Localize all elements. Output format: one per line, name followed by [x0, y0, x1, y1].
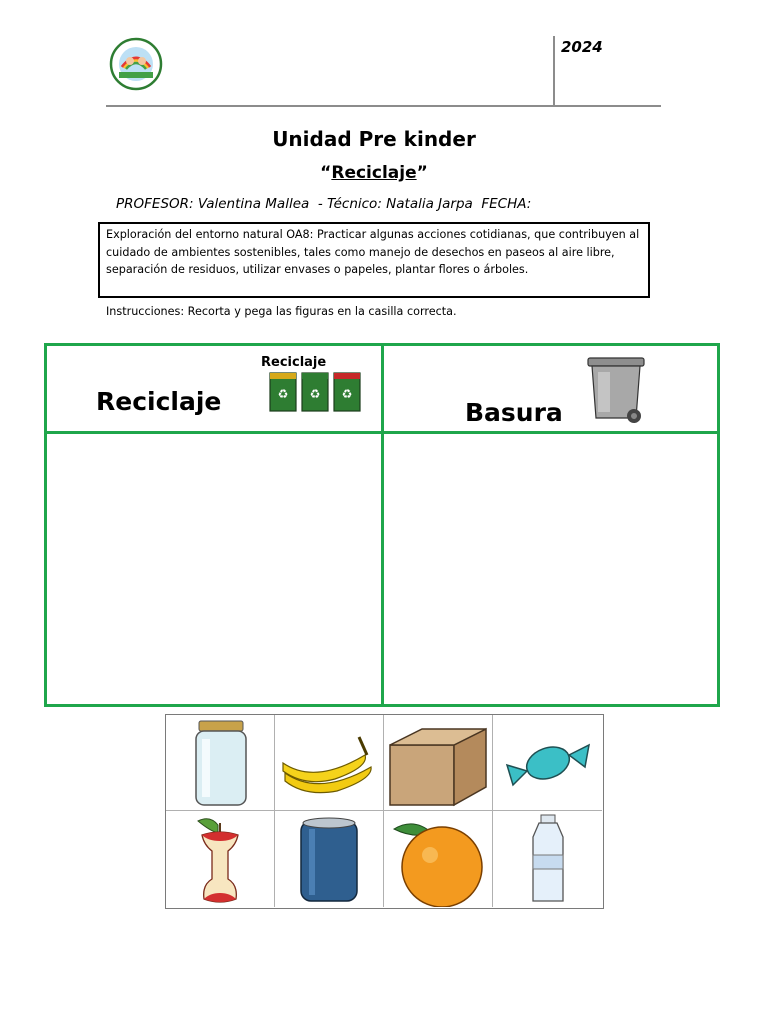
card-cardboard-box[interactable]	[384, 715, 493, 811]
trash-can-icon	[584, 354, 648, 426]
bananas-icon	[275, 715, 384, 811]
card-orange[interactable]	[384, 811, 493, 907]
candy-icon	[493, 715, 602, 811]
soda-can-icon	[275, 811, 384, 907]
page-subtitle: “Reciclaje”	[320, 163, 428, 183]
plastic-bottle-icon	[493, 811, 602, 907]
instructions: Instrucciones: Recorta y pega las figuras en la casilla correcta.	[106, 305, 457, 318]
recycle-bins-icon	[268, 371, 364, 413]
card-apple-core[interactable]	[166, 811, 275, 907]
year: 2024	[561, 38, 603, 56]
cutout-cards	[165, 714, 604, 909]
svg-text:♻: ♻	[341, 387, 353, 401]
svg-text:♻: ♻	[309, 387, 321, 401]
card-soda-can[interactable]	[275, 811, 384, 907]
cardboard-box-icon	[384, 715, 493, 811]
glass-jar-icon	[166, 715, 275, 811]
apple-core-icon	[166, 811, 275, 907]
table-divider-horizontal	[47, 431, 717, 434]
subtitle-text: Reciclaje	[331, 163, 417, 183]
card-plastic-bottle[interactable]	[493, 811, 602, 907]
recycle-column-label: Reciclaje	[96, 387, 222, 416]
teacher-line: PROFESOR: Valentina Mallea - Técnico: Natalia Jarpa FECHA:	[116, 196, 532, 212]
page-title: Unidad Pre kinder	[272, 127, 476, 151]
trash-column-label: Basura	[465, 398, 563, 427]
table-divider-vertical	[381, 346, 384, 704]
card-glass-jar[interactable]	[166, 715, 275, 811]
header-divider-vertical	[553, 36, 555, 106]
school-logo	[104, 37, 168, 91]
recycle-bins-caption: Reciclaje	[261, 355, 327, 370]
card-candy[interactable]	[493, 715, 602, 811]
header-divider	[106, 105, 661, 107]
svg-text:♻: ♻	[277, 387, 289, 401]
objective-box: Exploración del entorno natural OA8: Practicar algunas acciones cotidianas, que contribuyen al cuidado de ambientes sostenibles, tales como manejo de desechos en paseos al aire libre, separación de residuos, utilizar envases o papeles, plantar flores o árboles.	[98, 222, 650, 298]
orange-icon	[384, 811, 493, 907]
card-bananas[interactable]	[275, 715, 384, 811]
